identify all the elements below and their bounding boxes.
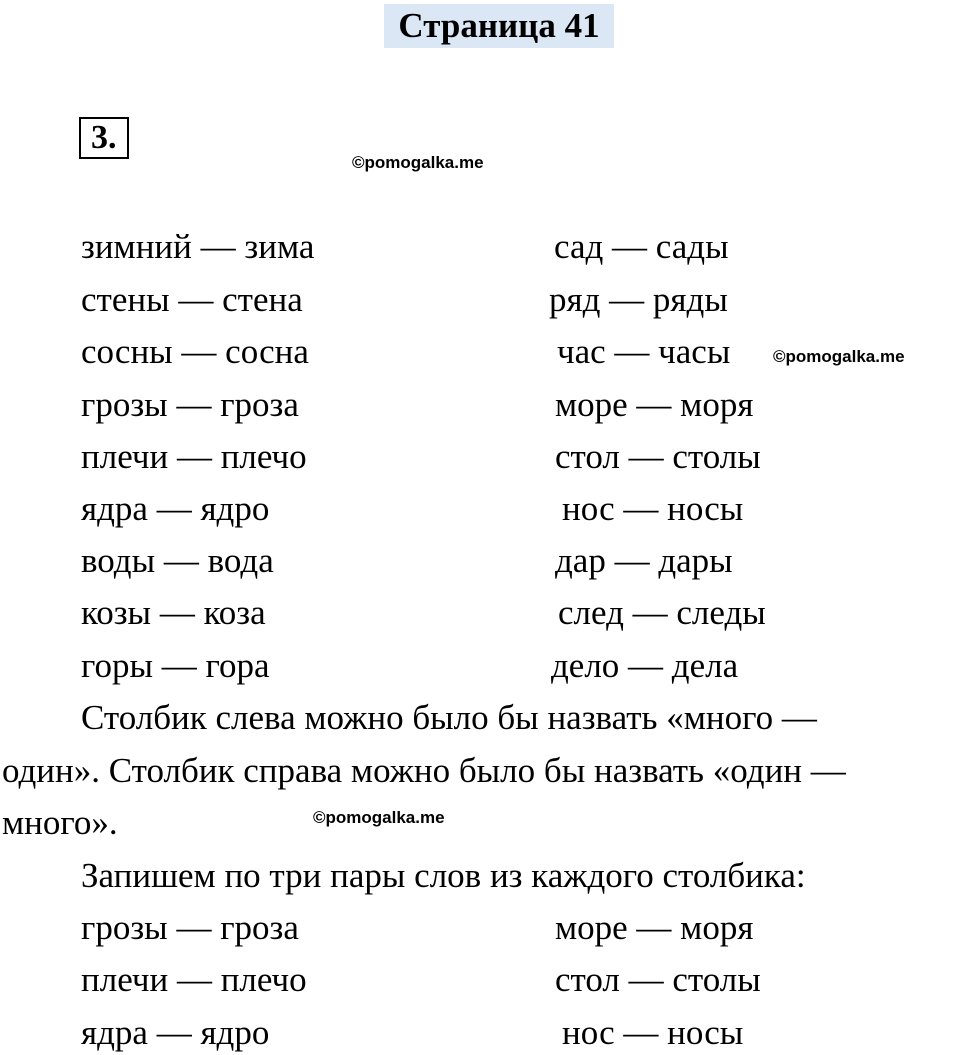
word-pair-left: стены — стена <box>81 280 303 319</box>
selected-pair-right: стол — столы <box>555 960 761 999</box>
watermark: ©pomogalka.me <box>773 347 905 366</box>
selected-pair-right: море — моря <box>555 908 754 947</box>
word-pair-right: сад — сады <box>554 227 729 266</box>
selected-pair-right: нос — носы <box>562 1013 744 1052</box>
paragraph-line: Столбик слева можно было бы назвать «много — <box>81 698 817 737</box>
word-pair-right: нос — носы <box>562 489 744 528</box>
paragraph-line: много». <box>2 803 118 842</box>
word-pair-right: ряд — ряды <box>549 280 728 319</box>
word-pair-right: дело — дела <box>551 646 739 685</box>
selected-pair-left: грозы — гроза <box>81 908 299 947</box>
word-pair-right: дар — дары <box>555 541 733 580</box>
word-pair-right: след — следы <box>558 593 766 632</box>
watermark: ©pomogalka.me <box>313 808 445 827</box>
word-pair-left: воды — вода <box>81 541 274 580</box>
task-number: 3. <box>79 117 129 159</box>
word-pair-left: плечи — плечо <box>81 437 307 476</box>
word-pair-right: час — часы <box>557 332 731 371</box>
selected-pair-left: плечи — плечо <box>81 960 307 999</box>
selected-pair-left: ядра — ядро <box>81 1013 270 1052</box>
page-title: Страница 41 <box>384 4 614 48</box>
word-pair-left: ядра — ядро <box>81 489 270 528</box>
word-pair-right: стол — столы <box>555 437 761 476</box>
watermark: ©pomogalka.me <box>352 153 484 172</box>
word-pair-left: сосны — сосна <box>81 332 309 371</box>
word-pair-left: зимний — зима <box>81 227 315 266</box>
word-pair-left: козы — коза <box>81 593 266 632</box>
instruction-text: Запишем по три пары слов из каждого столбика: <box>81 856 806 895</box>
paragraph-line: один». Столбик справа можно было бы назвать «один — <box>2 751 846 790</box>
word-pair-left: грозы — гроза <box>81 385 299 424</box>
word-pair-right: море — моря <box>555 385 754 424</box>
word-pair-left: горы — гора <box>81 646 270 685</box>
